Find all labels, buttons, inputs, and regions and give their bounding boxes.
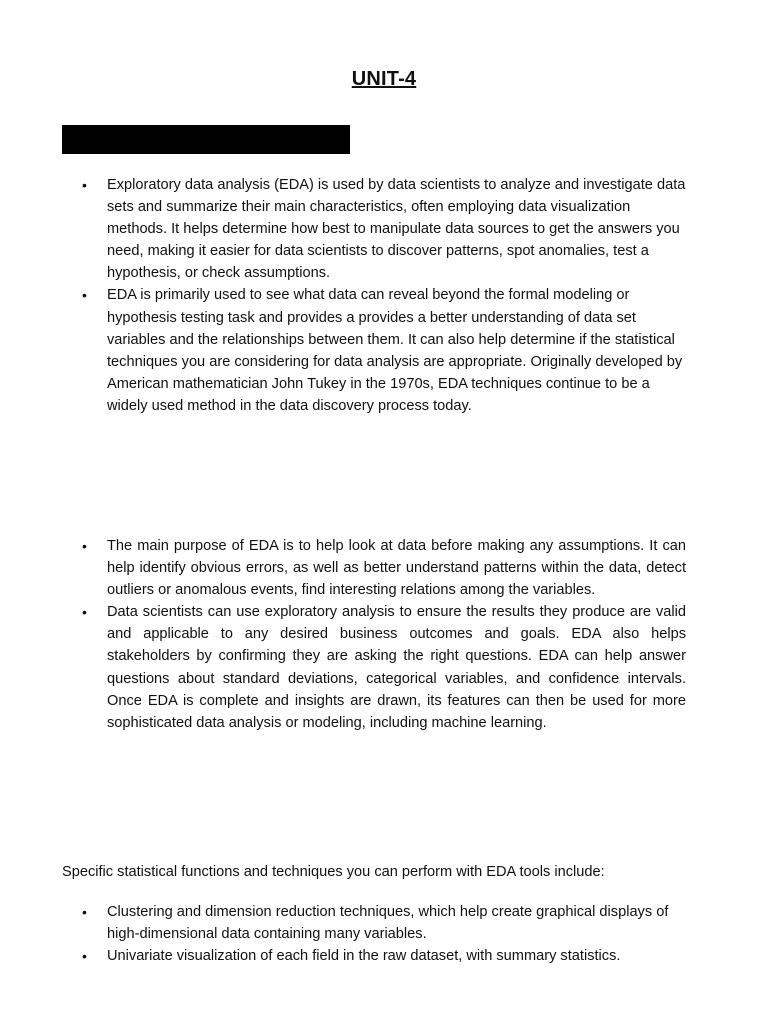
list-item-text: EDA is primarily used to see what data can reveal beyond the formal modeling or hypothesis testing task and provides a provides a better understanding of data set variables and the relationships between them. It can also help determine if the statistical techniques you are considering for data analysis are appropriate. Originally developed by American mathematician John Tukey in the 1970s, EDA techniques continue to be a widely used method in the data discovery process today. <box>107 287 683 414</box>
list-item-text: Exploratory data analysis (EDA) is used by data scientists to analyze and investigate data sets and summarize their main characteristics, often employing data visualization methods. It helps determine how best to manipulate data sources to get the answers you need, making it easier for data scientists to discover patterns, spot anomalies, test a hypothesis, or check assumptions. <box>107 177 686 282</box>
bullet-icon: • <box>82 287 87 304</box>
bullet-icon: • <box>82 177 87 193</box>
list-item-text: Data scientists can use exploratory analysis to ensure the results they produce are valid and applicable to any desired business outcomes and goals. EDA also helps stakeholders by confirming they are asking the right questions. EDA can help answer questions about standard deviations, categorical variables, and confidence intervals. Once EDA is complete and insights are drawn, its features can then be used for more sophisticated data analysis or modeling, including machine learning. <box>107 604 686 731</box>
list-item-text: The main purpose of EDA is to help look at data before making any assumptions. It can help identify obvious errors, as well as better understand patterns within the data, detect outliers or anomalous events, find interesting relations among the variables. <box>107 538 686 599</box>
list-item <box>62 901 686 945</box>
list-item-text: Clustering and dimension reduction techniques, which help create graphical displays of high-dimensional data containing many variables. <box>107 904 669 943</box>
bullet-icon: • <box>82 904 87 920</box>
bullet-list-overview <box>62 174 686 417</box>
bullet-icon: • <box>82 538 87 554</box>
list-item <box>62 601 686 734</box>
list-item <box>62 945 686 967</box>
list-item-text: Univariate visualization of each field in the raw dataset, with summary statistics. <box>107 948 621 965</box>
list-item <box>62 535 686 601</box>
bullet-list-purpose <box>62 535 686 734</box>
list-item <box>62 284 686 417</box>
list-item <box>62 174 686 284</box>
page-title: UNIT-4 <box>351 68 417 90</box>
bullet-icon: • <box>82 604 87 621</box>
techniques-intro-paragraph: Specific statistical functions and techniques you can perform with EDA tools include: <box>62 864 605 880</box>
redacted-heading-block <box>62 125 350 154</box>
bullet-icon: • <box>82 948 87 965</box>
bullet-list-techniques <box>62 901 686 967</box>
